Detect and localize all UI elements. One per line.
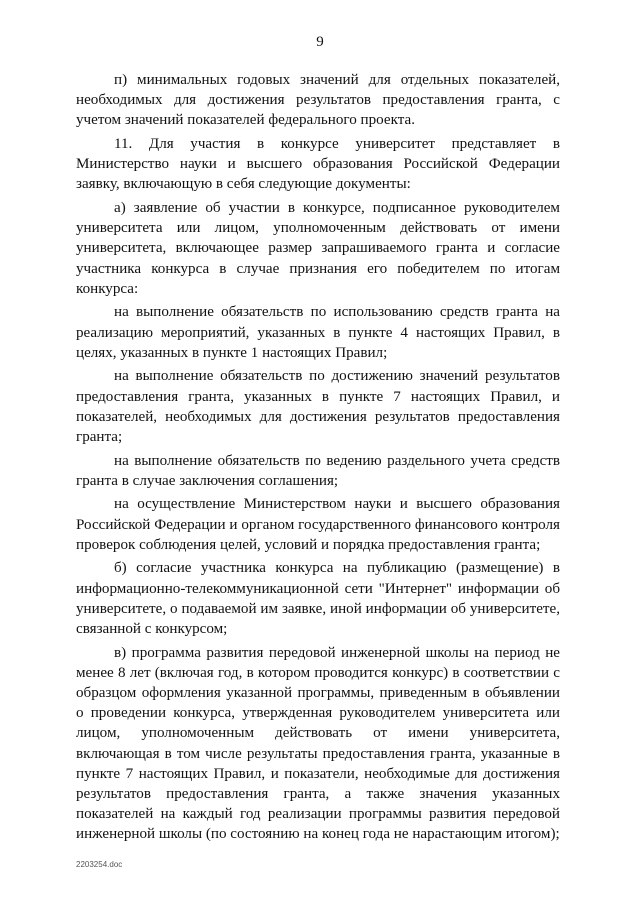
paragraph-item-b: б) согласие участника конкурса на публикацию (размещение) в информационно-телекоммуникационной сети "Интернет" информации об университете, о подаваемой им заявке, иной информации об университете, связанной с конкурсом;: [76, 560, 560, 638]
paragraph-inspections: на осуществление Министерством науки и высшего образования Российской Федерации и органом государственного финансового контроля проверок соблюдения целей, условий и порядка предоставления гранта;: [76, 496, 560, 553]
footer-file-name: 2203254.doc: [76, 860, 123, 869]
paragraph-item-a: а) заявление об участии в конкурсе, подписанное руководителем университета или лицом, уполномоченным действовать от имени университета, включающее размер запрашиваемого гранта и согласие участника конкурса в случае признания его победителем по итогам конкурса:: [76, 200, 560, 297]
document-body: [76, 70, 560, 848]
page-number: 9: [316, 34, 324, 50]
paragraph-item-v: в) программа развития передовой инженерной школы на период не менее 8 лет (включая год, в котором проводится конкурс) в соответствии с образцом оформления указанной программы, приведенным в объявлении о проведении конкурса, утвержденная руководителем университета или лицом, уполномоченным действовать от имени университета, включающая в том числе результаты предоставления гранта, указанные в пункте 7 настоящих Правил, и показатели, необходимые для достижения результатов предоставления гранта, а также значения указанных показателей на каждый год реализации программы развития передовой инженерной школы (по состоянию на конец года не нарастающим итогом);: [76, 644, 560, 843]
paragraph-obligation-accounting: на выполнение обязательств по ведению раздельного учета средств гранта в случае заключения соглашения;: [76, 452, 560, 489]
paragraph-obligation-funds-use: на выполнение обязательств по использованию средств гранта на реализацию мероприятий, указанных в пункте 4 настоящих Правил, в целях, указанных в пункте 1 настоящих Правил;: [76, 304, 560, 361]
paragraph-obligation-results: на выполнение обязательств по достижению значений результатов предоставления гранта, указанных в пункте 7 настоящих Правил, и показателей, необходимых для достижения результатов предоставления гранта;: [76, 368, 560, 446]
paragraph-clause-11: 11. Для участия в конкурсе университет представляет в Министерство науки и высшего образования Российской Федерации заявку, включающую в себя следующие документы:: [76, 136, 560, 193]
paragraph-item-p: п) минимальных годовых значений для отдельных показателей, необходимых для достижения результатов предоставления гранта, с учетом значений показателей федерального проекта.: [76, 72, 560, 129]
